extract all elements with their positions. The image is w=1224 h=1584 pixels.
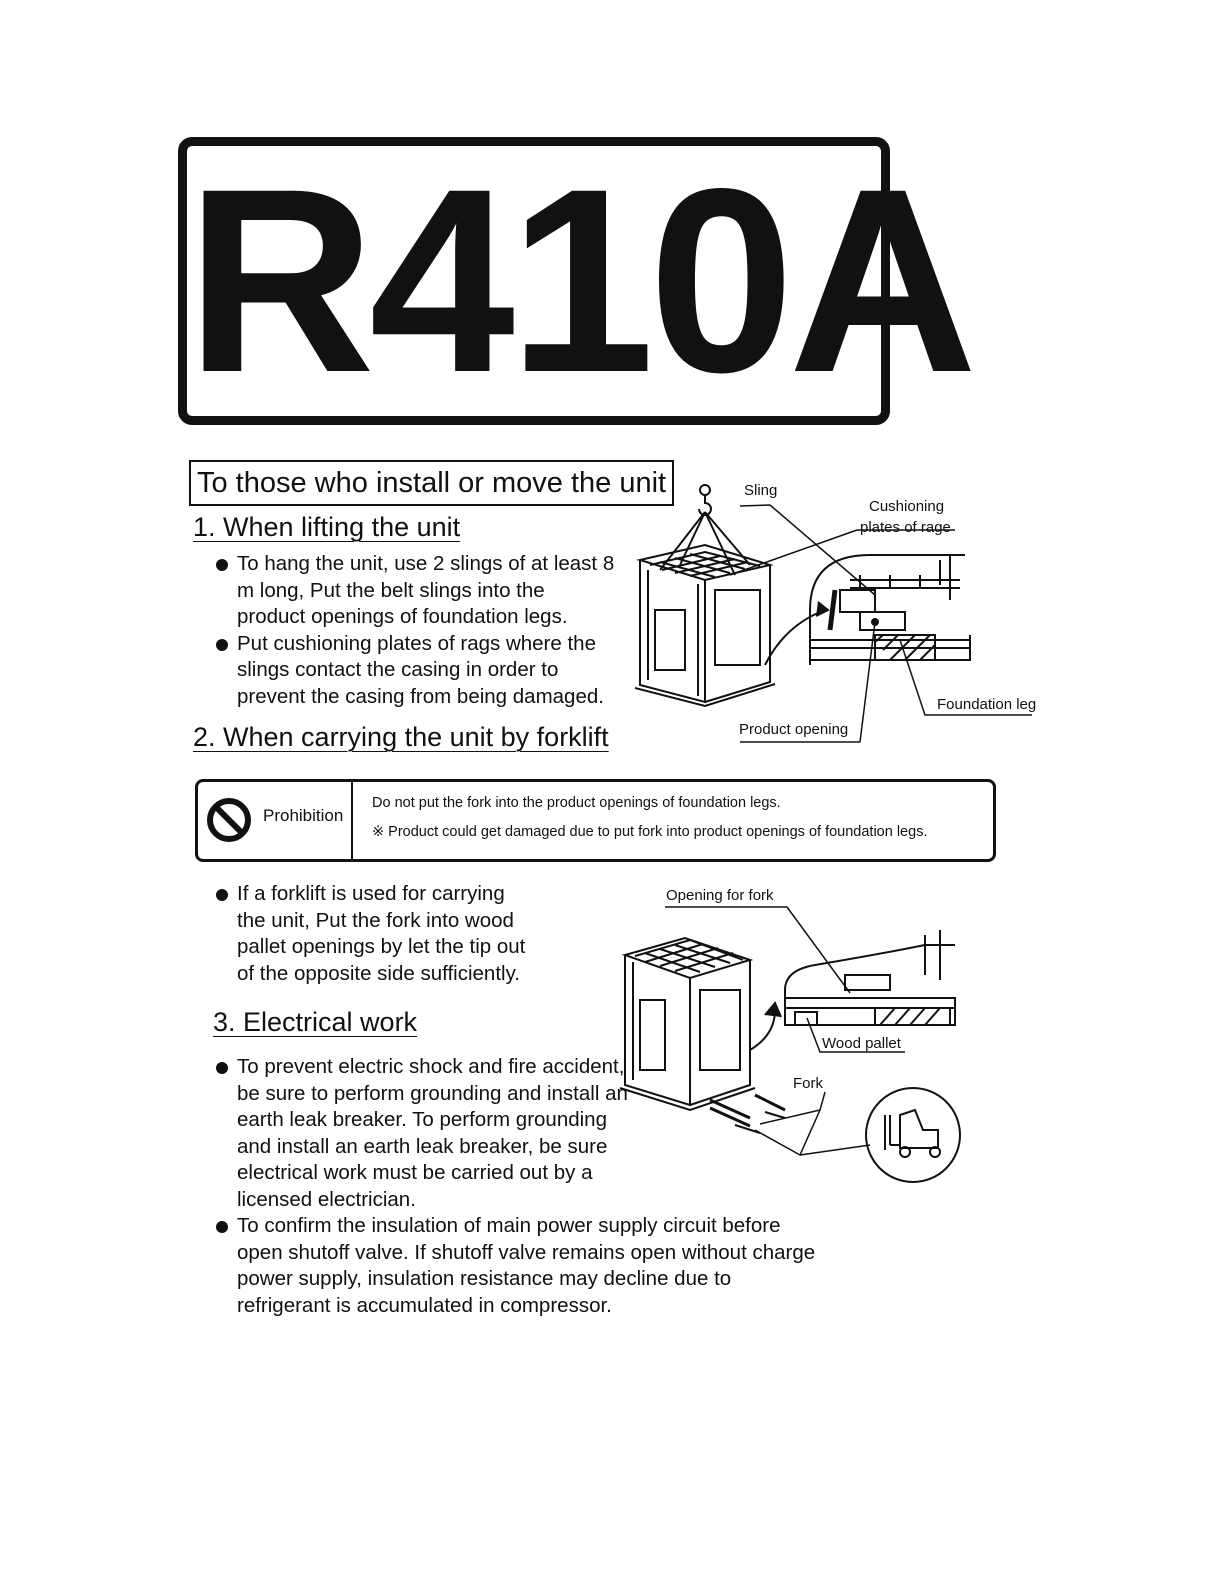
logo-r410a: R410A [186, 134, 972, 427]
list-item: To confirm the insulation of main power supply circuit before open shutoff valve. If shutoff valve remains open without charge power supply, insulation resistance may decline due to refrigerant is accumulated in compressor. [216, 1213, 821, 1319]
heading-lifting: 1. When lifting the unit [193, 512, 461, 542]
list-item: To prevent electric shock and fire accident, be sure to perform grounding and install an earth leak breaker. To perform grounding and install an earth leak breaker, be sure electrical work must be carried out by a licensed electrician. [216, 1054, 632, 1213]
electrical-bullets [216, 1054, 821, 1319]
pallet-detail [785, 930, 955, 1025]
label-cushioning-2: plates of rage [860, 519, 951, 536]
label-product-opening: Product opening [739, 721, 849, 738]
section-title: To those who install or move the unit [189, 460, 674, 506]
list-item: To hang the unit, use 2 slings of at least 8 m long, Put the belt slings into the product openings of foundation legs. [216, 551, 616, 631]
heading-electrical: 3. Electrical work [213, 1007, 418, 1037]
arrow [750, 1010, 775, 1050]
heading-forklift: 2. When carrying the unit by forklift [193, 722, 609, 752]
lifting-bullets [216, 551, 616, 710]
arrow [765, 610, 825, 665]
prohibition-icon [203, 796, 255, 844]
prohibition-label: Prohibition [263, 806, 344, 825]
prohibition-line-2: ※ Product could get damaged due to put fork into product openings of foundation legs. [372, 824, 928, 840]
label-foundation-leg: Foundation leg [937, 696, 1037, 713]
prohibition-line-1: Do not put the fork into the product openings of foundation legs. [372, 795, 781, 811]
hook-icon [699, 485, 711, 515]
outdoor-unit [635, 545, 775, 706]
label-opening-for-fork: Opening for fork [666, 887, 774, 904]
list-item: Put cushioning plates of rags where the slings contact the casing in order to prevent the casing from being damaged. [216, 631, 616, 711]
forklift-icon [866, 1088, 960, 1182]
label-cushioning-1: Cushioning [869, 498, 945, 515]
label-wood-pallet: Wood pallet [822, 1035, 901, 1052]
forklift-bullets [216, 881, 526, 987]
label-fork: Fork [793, 1075, 823, 1092]
label-sling: Sling [744, 482, 778, 499]
list-item: If a forklift is used for carrying the unit, Put the fork into wood pallet openings by let the tip out of the opposite side sufficiently. [216, 881, 526, 987]
